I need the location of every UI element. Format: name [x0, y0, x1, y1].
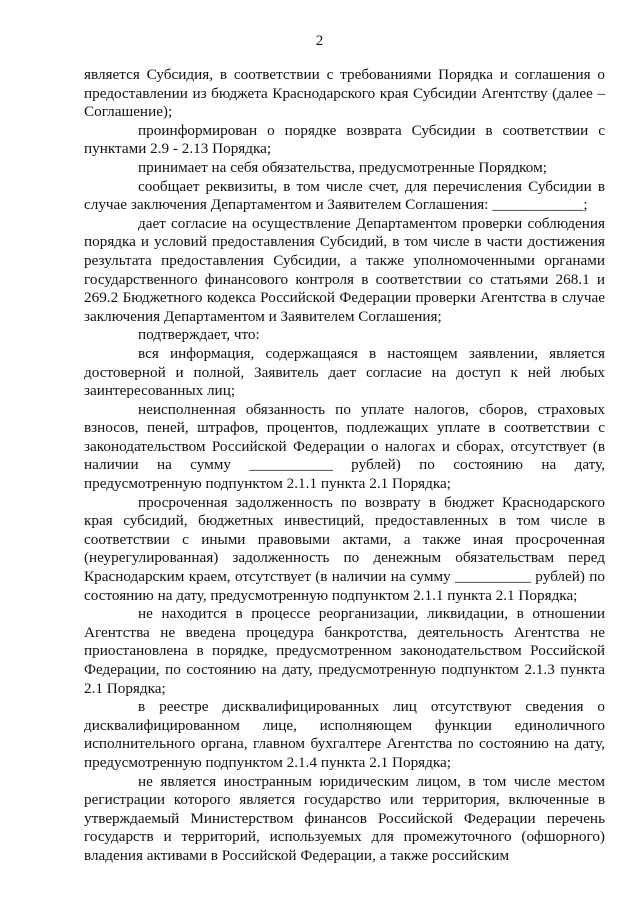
paragraph-overdue-debt: просроченная задолженность по возврату в бюджет Краснодарского края субсидий, бюджетных инвестиций, предоставленных в том числе в соответствии с иными правовыми актами, а также иная просроченная (неурегулированная) задолженность по денежным обязательствам перед Краснодарским краем, отсутствует (в наличии на сумму __________ рублей) по состоянию на дату, предусмотренную подпунктом 2.1.1 пункта 2.1 Порядка;: [84, 493, 605, 604]
paragraph-inspection-consent: дает согласие на осуществление Департаментом проверки соблюдения порядка и условий предоставления Субсидий, в том числе в части достижения результата предоставления Субсидии, а также уполномоченными органами государственного финансового контроля в соответствии со статьями 268.1 и 269.2 Бюджетного кодекса Российской Федерации проверки Агентства в случае заключения Департаментом и Заявителем Соглашения;: [84, 214, 605, 325]
document-body: [84, 66, 605, 866]
paragraph-obligations: принимает на себя обязательства, предусмотренные Порядком;: [138, 158, 547, 176]
page-number: 2: [315, 33, 324, 49]
paragraph-return-procedure: проинформирован о порядке возврата Субсидии в соответствии с пунктами 2.9 - 2.13 Порядка;: [84, 121, 605, 158]
paragraph-bank-details: сообщает реквизиты, в том числе счет, для перечисления Субсидии в случае заключения Департаментом и Заявителем Соглашения: ____________;: [84, 177, 605, 214]
paragraph-confirms: подтверждает, что:: [138, 326, 260, 344]
paragraph-tax-arrears: неисполненная обязанность по уплате налогов, сборов, страховых взносов, пеней, штрафов, процентов, подлежащих уплате в соответствии с законодательством Российской Федерации о налогах и сборах, отсутствует (в наличии на сумму ___________ рублей) по состоянию на дату, предусмотренную подпунктом 2.1.1 пункта 2.1 Порядка;: [84, 400, 605, 493]
paragraph-disqualified-persons: в реестре дисквалифицированных лиц отсутствуют сведения о дисквалифицированном лице, исполняющем функции единоличного исполнительного органа, главном бухгалтере Агентства по состоянию на дату, предусмотренную подпунктом 2.1.4 пункта 2.1 Порядка;: [84, 698, 605, 771]
paragraph-foreign-entity: не является иностранным юридическим лицом, в том числе местом регистрации которого является государство или территория, включенные в утверждаемый Министерством финансов Российской Федерации перечень государств и территорий, используемых для промежуточного (офшорного) владения активами в Российской Федерации, а также российским: [84, 772, 605, 864]
paragraph-subsidy-conditions: является Субсидия, в соответствии с требованиями Порядка и соглашения о предоставлении из бюджета Краснодарского края Субсидии Агентству (далее – Соглашение);: [84, 66, 605, 121]
paragraph-reorganization: не находится в процессе реорганизации, ликвидации, в отношении Агентства не введена процедура банкротства, деятельность Агентства не приостановлена в порядке, предусмотренном законодательством Российской Федерации, по состоянию на дату, предусмотренную подпунктом 2.1.3 пункта 2.1 Порядка;: [84, 605, 605, 697]
paragraph-information-accuracy: вся информация, содержащаяся в настоящем заявлении, является достоверной и полной, Заявитель дает согласие на доступ к ней любых заинтересованных лиц;: [84, 344, 605, 400]
